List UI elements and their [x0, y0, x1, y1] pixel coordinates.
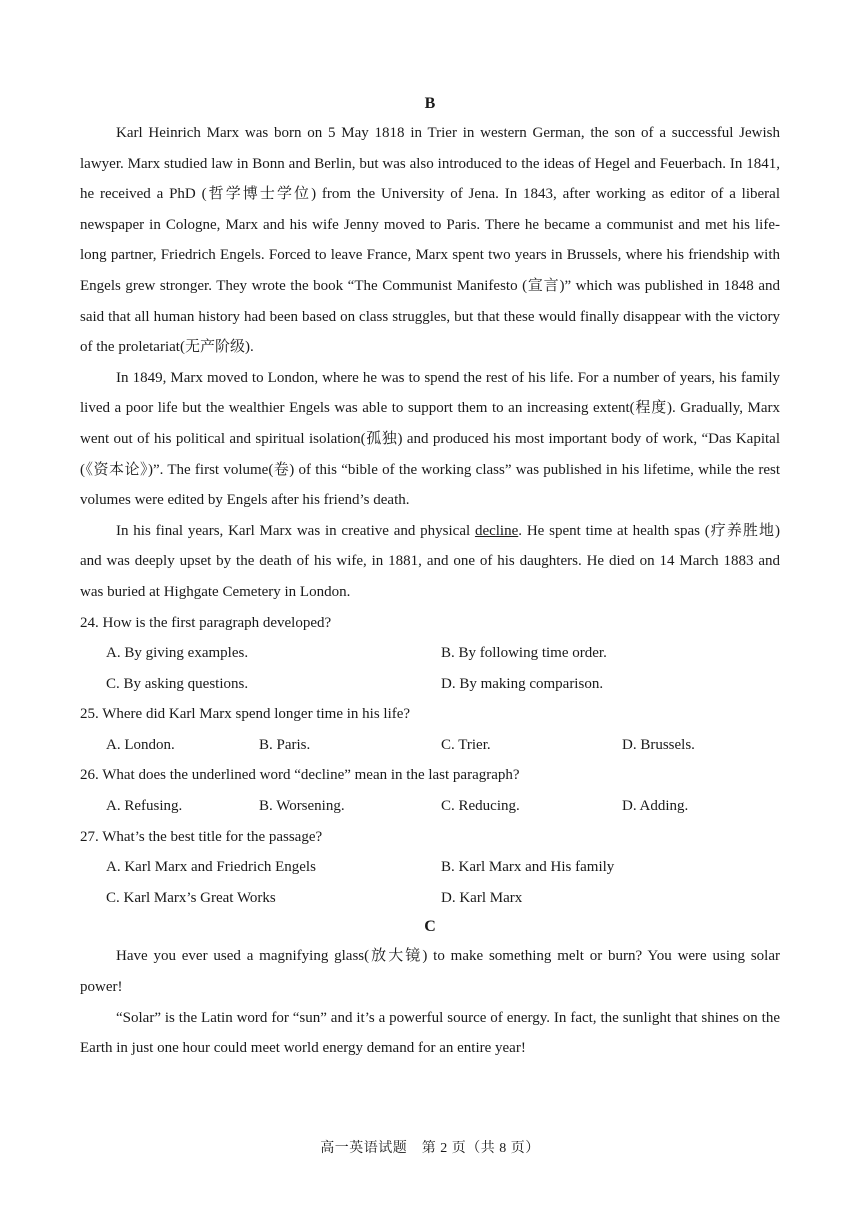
passage-b-paragraph-1: Karl Heinrich Marx was born on 5 May 1818 in Trier in western German, the son of a successful Jewish lawyer. Marx studied law in Bonn and Berlin, but was also introduced to the ideas of Hegel and Feuerbach. In 1841, he received a PhD (哲学博士学位) from the University of Jena. In 1843, after working as editor of a liberal newspaper in Cologne, Marx and his wife Jenny moved to Paris. There he became a communist and met his life-long partner, Friedrich Engels. Forced to leave France, Marx spent two years in Brussels, where his friendship with Engels grew stronger. They wrote the book “The Communist Manifesto (宣言)” which was published in 1848 and said that all human history had been based on class struggles, but that these would finally disappear with the victory of the proletariat(无产阶级). — [80, 125, 780, 356]
option-d: D. By making comparison. — [441, 675, 604, 692]
question-24-options — [80, 638, 780, 699]
option-c: C. Karl Marx’s Great Works — [106, 889, 276, 906]
section-b-title: B — [424, 95, 436, 112]
option-a: A. By giving examples. — [106, 645, 249, 662]
option-d: D. Brussels. — [622, 736, 695, 753]
option-c: C. Reducing. — [441, 798, 520, 815]
paragraph-text: In his final years, Karl Marx was in creative and physical — [116, 522, 475, 539]
exam-page — [80, 90, 780, 1064]
option-a: A. London. — [106, 736, 175, 753]
paragraph-text: . He spent time at health spas (疗养胜地) and was deeply upset by the death of his wife, in 1881, and one of his daughters. He died on 14 March 1883 and was buried at Highgate Cemetery in London. — [80, 522, 780, 600]
option-a: A. Karl Marx and Friedrich Engels — [106, 859, 316, 876]
question-25-options — [80, 730, 780, 761]
option-b: B. Worsening. — [259, 798, 345, 815]
option-d: D. Karl Marx — [441, 889, 523, 906]
option-d: D. Adding. — [622, 798, 689, 815]
passage-b-paragraph-2: In 1849, Marx moved to London, where he was to spend the rest of his life. For a number of years, his family lived a poor life but the wealthier Engels was able to support them to an increasing extent(程度). Gradually, Marx went out of his political and spiritual isolation(孤独) and produced his most important body of work, “Das Kapital (《资本论》)”. The first volume(卷) of this “bible of the working class” was published in his lifetime, while the rest volumes were edited by Engels after his friend’s death. — [80, 369, 780, 509]
question-27: 27. What’s the best title for the passage? — [80, 828, 323, 845]
page-footer: 高一英语试题 第 2 页（共 8 页） — [320, 1141, 540, 1156]
passage-b-paragraph-3 — [80, 516, 780, 608]
underlined-word: decline — [474, 522, 519, 539]
option-b: B. Paris. — [259, 736, 311, 753]
option-b: B. Karl Marx and His family — [441, 859, 615, 876]
question-27-options — [80, 852, 780, 913]
question-25: 25. Where did Karl Marx spend longer time in his life? — [80, 706, 411, 723]
option-b: B. By following time order. — [441, 645, 607, 662]
option-c: C. By asking questions. — [106, 675, 249, 692]
question-24: 24. How is the first paragraph developed? — [80, 614, 332, 631]
question-26-options — [80, 791, 780, 822]
passage-c-paragraph-1: Have you ever used a magnifying glass(放大镜) to make something melt or burn? You were using solar power! — [80, 948, 780, 996]
option-a: A. Refusing. — [106, 798, 183, 815]
passage-c-paragraph-2: “Solar” is the Latin word for “sun” and it’s a powerful source of energy. In fact, the sunlight that shines on the Earth in just one hour could meet world energy demand for an entire year! — [80, 1009, 780, 1057]
question-26: 26. What does the underlined word “decline” mean in the last paragraph? — [80, 767, 520, 784]
section-c-title: C — [424, 918, 436, 936]
option-c: C. Trier. — [441, 736, 491, 753]
